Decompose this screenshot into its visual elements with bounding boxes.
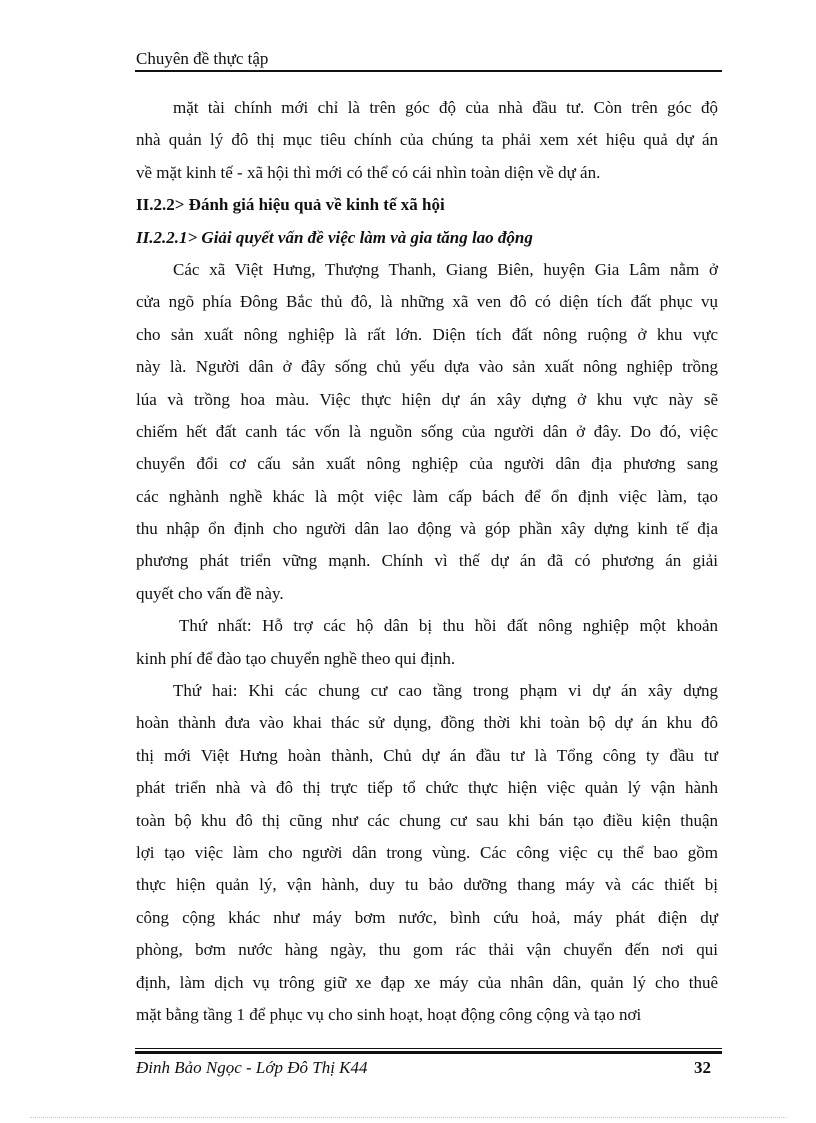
paragraph-line: về mặt kinh tế - xã hội thì mới có thể có cái nhìn toàn diện về dự án. — [136, 162, 601, 182]
running-header-title: Chuyên đề thực tập — [136, 49, 269, 68]
page-edge-dotted-line — [30, 1117, 786, 1118]
paragraph-line: toàn bộ khu đô thị cũng như các chung cư sau khi bán tạo điều kiện thuận — [136, 810, 718, 830]
paragraph-line: công cộng khác như máy bơm nước, bình cứu hoả, máy phát điện dự — [136, 907, 718, 927]
paragraph-line: mặt bằng tầng 1 để phục vụ cho sinh hoạt, hoạt động công cộng và tạo nơi — [136, 1004, 642, 1024]
paragraph-line: quyết cho vấn đề này. — [136, 583, 284, 603]
paragraph-line: chuyển đổi cơ cấu sản xuất nông nghiệp của người dân địa phương sang — [136, 454, 718, 474]
paragraph-line: chiếm hết đất canh tác vốn là nguồn sống của người dân ở đây. Do đó, việc — [136, 421, 718, 441]
paragraph-line: phương phát triển vững mạnh. Chính vì thế dự án đã có phương án giải — [136, 551, 718, 571]
page-number: 32 — [694, 1058, 711, 1077]
paragraph-line: nhà quản lý đô thị mục tiêu chính của chúng ta phải xem xét hiệu quả dự án — [136, 130, 718, 150]
paragraph-line: thị mới Việt Hưng hoàn thành, Chủ dự án đầu tư là Tổng công ty đầu tư — [136, 745, 718, 765]
body-text — [136, 92, 718, 1031]
footer-author: Đinh Bảo Ngọc - Lớp Đô Thị K44 — [136, 1058, 368, 1077]
paragraph-line: cho sản xuất nông nghiệp là rất lớn. Diện tích đất nông ruộng ở khu vực — [136, 324, 718, 344]
paragraph-line: Thứ nhất: Hỗ trợ các hộ dân bị thu hồi đất nông nghiệp một khoản — [179, 616, 718, 636]
subsection-heading: II.2.2.1> Giải quyết vấn đề việc làm và gia tăng lao động — [136, 227, 533, 247]
paragraph-line: mặt tài chính mới chỉ là trên góc độ của nhà đầu tư. Còn trên góc độ — [173, 98, 718, 117]
paragraph-line: định, làm dịch vụ trông giữ xe đạp xe máy của nhân dân, quản lý cho thuê — [136, 972, 718, 992]
footer-rule-thin — [135, 1048, 722, 1049]
paragraph-line: lúa và trồng hoa màu. Việc thực hiện dự án xây dựng ở khu vực này sẽ — [136, 389, 718, 409]
paragraph-line: này là. Người dân ở đây sống chủ yếu dựa vào sản xuất nông nghiệp trồng — [136, 357, 718, 377]
section-heading: II.2.2> Đánh giá hiệu quả về kinh tế xã hội — [136, 195, 445, 215]
paragraph-line: các nghành nghề khác là một việc làm cấp bách để ổn định việc làm, tạo — [136, 486, 718, 506]
paragraph-line: phát triển nhà và đô thị trực tiếp tổ chức thực hiện việc quản lý vận hành — [136, 778, 718, 798]
footer-rule-thick — [135, 1051, 722, 1054]
paragraph-line: kinh phí để đào tạo chuyển nghề theo qui định. — [136, 648, 456, 668]
paragraph-line: cửa ngõ phía Đông Bắc thủ đô, là những xã ven đô có diện tích đất phục vụ — [136, 292, 718, 312]
paragraph-line: Các xã Việt Hưng, Thượng Thanh, Giang Biên, huyện Gia Lâm nằm ở — [173, 259, 718, 279]
header-rule — [135, 70, 722, 72]
paragraph-line: Thứ hai: Khi các chung cư cao tầng trong phạm vi dự án xây dựng — [173, 681, 718, 701]
paragraph-line: lợi tạo việc làm cho người dân trong vùng. Các công việc cụ thể bao gồm — [136, 842, 718, 862]
paragraph-line: phòng, bơm nước hàng ngày, thu gom rác thải vận chuyển đến nơi qui — [136, 940, 718, 960]
paragraph-line: hoàn thành đưa vào khai thác sử dụng, đồng thời khi toàn bộ dự án khu đô — [136, 713, 718, 733]
paragraph-line: thu nhập ổn định cho người dân lao động và góp phần xây dựng kinh tế địa — [136, 519, 718, 539]
paragraph-line: thực hiện quản lý, vận hành, duy tu bảo dưỡng thang máy và các thiết bị — [136, 875, 718, 895]
